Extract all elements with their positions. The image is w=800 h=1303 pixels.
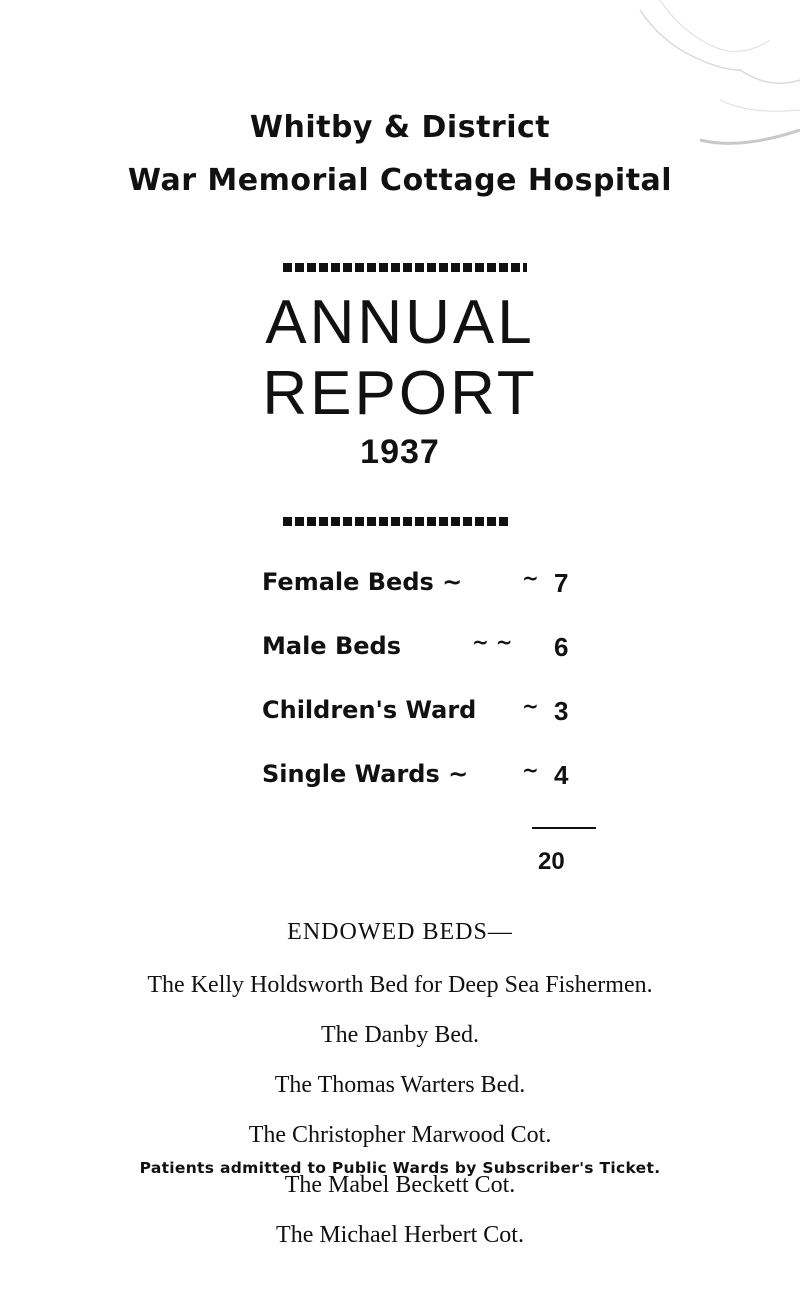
hospital-title-line1: Whitby & District bbox=[249, 110, 551, 145]
bed-dash: ~ bbox=[522, 694, 539, 718]
dotted-rule-top bbox=[283, 263, 527, 272]
report-year: 1937 bbox=[360, 433, 440, 471]
bed-row-children bbox=[262, 696, 592, 760]
bed-row-male bbox=[262, 632, 592, 696]
bed-row-female bbox=[262, 568, 592, 632]
beds-total: 20 bbox=[538, 848, 565, 875]
list-item: The Thomas Warters Bed. bbox=[274, 1072, 526, 1098]
bed-count: 3 bbox=[554, 696, 569, 726]
endowed-beds-list bbox=[0, 960, 800, 1260]
list-item: The Christopher Marwood Cot. bbox=[248, 1122, 552, 1148]
bed-count: 6 bbox=[554, 632, 569, 662]
bed-count: 4 bbox=[554, 760, 569, 790]
bed-label: Single Wards ~ bbox=[262, 760, 469, 788]
total-underline bbox=[532, 827, 596, 829]
list-item: The Danby Bed. bbox=[321, 1022, 479, 1048]
list-item: The Kelly Holdsworth Bed for Deep Sea Fishermen. bbox=[147, 972, 653, 998]
list-item: The Mabel Beckett Cot. bbox=[284, 1172, 516, 1198]
bed-row-single bbox=[262, 760, 592, 824]
dotted-rule-bottom bbox=[283, 517, 511, 526]
endowed-beds-heading: ENDOWED BEDS— bbox=[287, 919, 513, 945]
bed-label: Male Beds bbox=[262, 632, 401, 660]
beds-list bbox=[262, 568, 592, 824]
bed-label: Children's Ward bbox=[262, 696, 477, 724]
report-word-annual: ANNUAL bbox=[265, 288, 535, 357]
bed-count: 7 bbox=[554, 568, 569, 598]
bed-dash: ~ ~ bbox=[472, 630, 513, 654]
bed-dash: ~ bbox=[522, 566, 539, 590]
bed-label: Female Beds ~ bbox=[262, 568, 463, 596]
report-word-report: REPORT bbox=[262, 359, 538, 428]
list-item: The Michael Herbert Cot. bbox=[276, 1222, 524, 1248]
bed-dash: ~ bbox=[522, 758, 539, 782]
hospital-title-line2: War Memorial Cottage Hospital bbox=[127, 163, 673, 198]
admission-note: Patients admitted to Public Wards by Subscriber's Ticket. bbox=[139, 1159, 661, 1177]
